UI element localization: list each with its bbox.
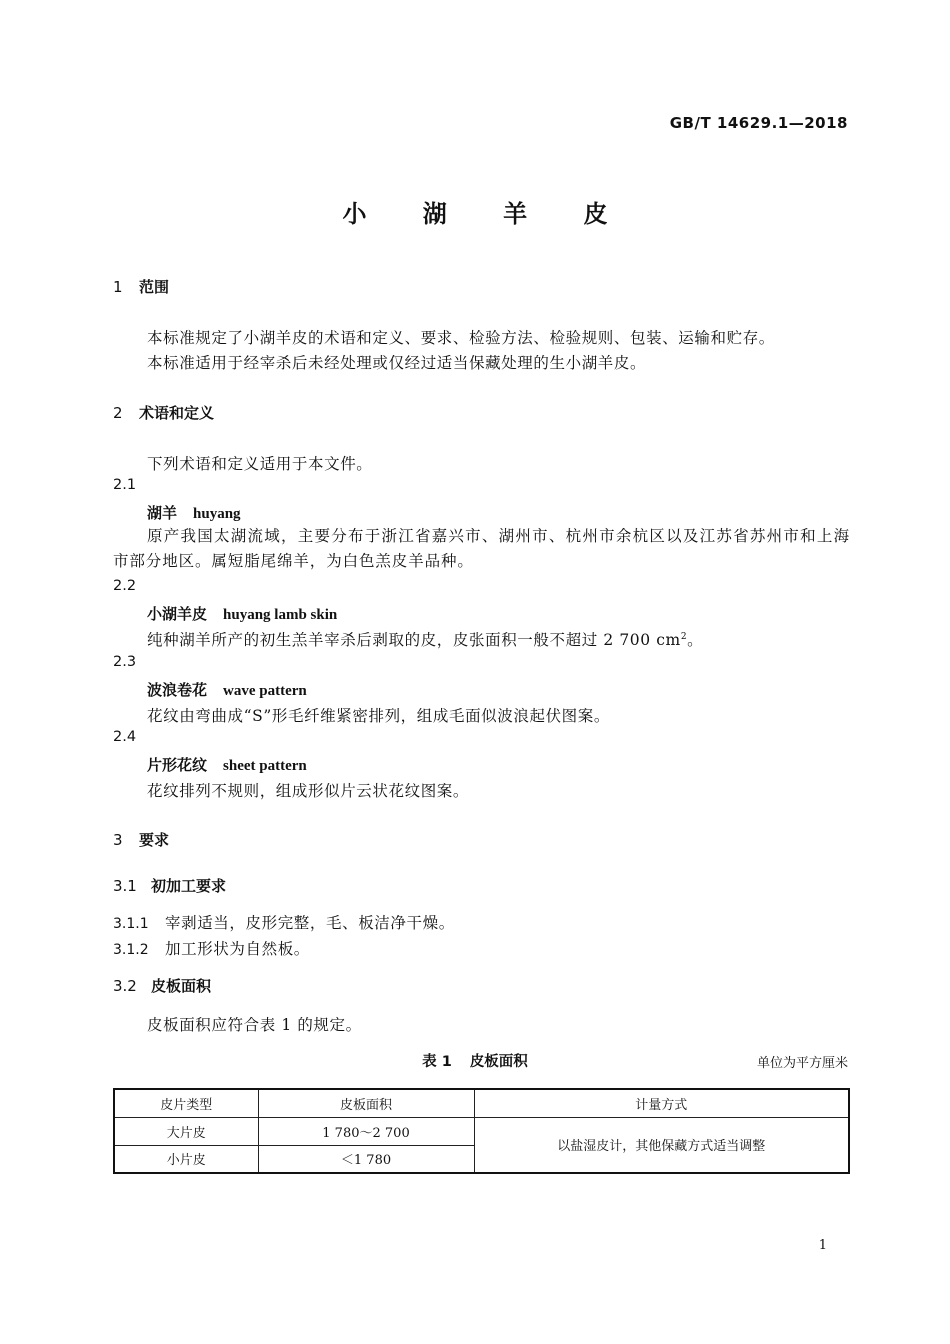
clause-3-1-1-text: 宰剥适当，皮形完整，毛、板洁净干燥。 (165, 914, 455, 932)
section-3-1-number: 3.1 (113, 877, 137, 895)
table-cell-type: 小片皮 (114, 1145, 258, 1173)
term-2-3-en: wave pattern (223, 683, 307, 699)
section-3-2-number: 3.2 (113, 977, 137, 995)
table-cell-type: 大片皮 (114, 1117, 258, 1145)
term-2-1-heading (147, 502, 241, 523)
section-1-number: 1 (113, 278, 123, 296)
clause-3-1-2-number: 3.1.2 (113, 942, 149, 958)
clause-3-1-1 (113, 911, 455, 933)
term-2-4-number: 2.4 (113, 729, 137, 745)
term-2-4-zh: 片形花纹 (147, 756, 208, 774)
term-2-3-number: 2.3 (113, 654, 137, 670)
table-cell-area: 1 780～2 700 (258, 1117, 474, 1145)
document-code: GB/T 14629.1—2018 (669, 114, 848, 132)
section-2-intro: 下列术语和定义适用于本文件。 (147, 455, 373, 473)
term-2-2-definition-text: 纯种湖羊所产的初生羔羊宰杀后剥取的皮，皮张面积一般不超过 2 700 cm (147, 631, 681, 649)
term-2-4-heading (147, 754, 307, 775)
table-1-unit: 单位为平方厘米 (756, 1056, 848, 1071)
table-row (114, 1117, 849, 1145)
term-2-3-definition: 花纹由弯曲成“S”形毛纤维紧密排列，组成毛面似波浪起伏图案。 (147, 707, 610, 725)
term-2-2-zh: 小湖羊皮 (147, 605, 208, 623)
clause-3-1-2 (113, 937, 310, 959)
table-header-row (114, 1089, 849, 1117)
clause-3-1-1-number: 3.1.1 (113, 916, 149, 932)
section-3-1-heading (113, 875, 226, 896)
term-2-3-heading (147, 679, 307, 700)
section-3-heading (113, 829, 169, 850)
document-title: 小 湖 羊 皮 (342, 200, 632, 228)
table-cell-area: ＜1 780 (258, 1145, 474, 1173)
term-2-1-number: 2.1 (113, 477, 137, 493)
section-3-2-heading (113, 975, 211, 996)
section-1-paragraph-1: 本标准规定了小湖羊皮的术语和定义、要求、检验方法、检验规则、包装、运输和贮存。 (147, 329, 775, 347)
table-header-cell: 计量方式 (474, 1089, 849, 1117)
term-2-2-en: huyang lamb skin (223, 607, 338, 623)
table-cell-method: 以盐湿皮计，其他保藏方式适当调整 (474, 1117, 849, 1173)
section-3-1-title: 初加工要求 (151, 877, 227, 895)
table-1-label: 表 1 (422, 1054, 452, 1070)
section-2-heading (113, 402, 214, 423)
table-1-caption: 皮板面积 (469, 1054, 528, 1070)
section-3-title: 要求 (139, 831, 170, 849)
section-2-number: 2 (113, 404, 123, 422)
table-header-cell: 皮板面积 (258, 1089, 474, 1117)
page-number: 1 (818, 1238, 827, 1253)
term-2-2-definition-end: 。 (687, 631, 704, 649)
section-3-2-title: 皮板面积 (151, 977, 212, 995)
term-2-4-en: sheet pattern (223, 758, 307, 774)
section-1-title: 范围 (139, 278, 170, 296)
term-2-1-definition: 原产我国太湖流域，主要分布于浙江省嘉兴市、湖州市、杭州市余杭区以及江苏省苏州市和上海市部分地区。属短脂尾绵羊，为白色羔皮羊品种。 (113, 527, 850, 570)
term-2-1-zh: 湖羊 (147, 504, 178, 522)
table-header-cell: 皮片类型 (114, 1089, 258, 1117)
section-3-number: 3 (113, 831, 123, 849)
term-2-1-en: huyang (193, 506, 241, 522)
term-2-2-definition (147, 628, 703, 650)
term-2-2-number: 2.2 (113, 578, 137, 594)
clause-3-1-2-text: 加工形状为自然板。 (165, 940, 310, 958)
term-2-3-zh: 波浪卷花 (147, 681, 208, 699)
area-table (113, 1088, 850, 1174)
section-2-title: 术语和定义 (139, 404, 215, 422)
section-3-2-paragraph: 皮板面积应符合表 1 的规定。 (147, 1016, 362, 1034)
term-2-2-heading (147, 603, 337, 624)
term-2-2-definition-superscript: 2 (680, 631, 688, 642)
term-2-4-definition: 花纹排列不规则，组成形似片云状花纹图案。 (147, 782, 470, 800)
section-1-heading (113, 276, 169, 297)
section-1-paragraph-2: 本标准适用于经宰杀后未经处理或仅经过适当保藏处理的生小湖羊皮。 (147, 354, 647, 372)
